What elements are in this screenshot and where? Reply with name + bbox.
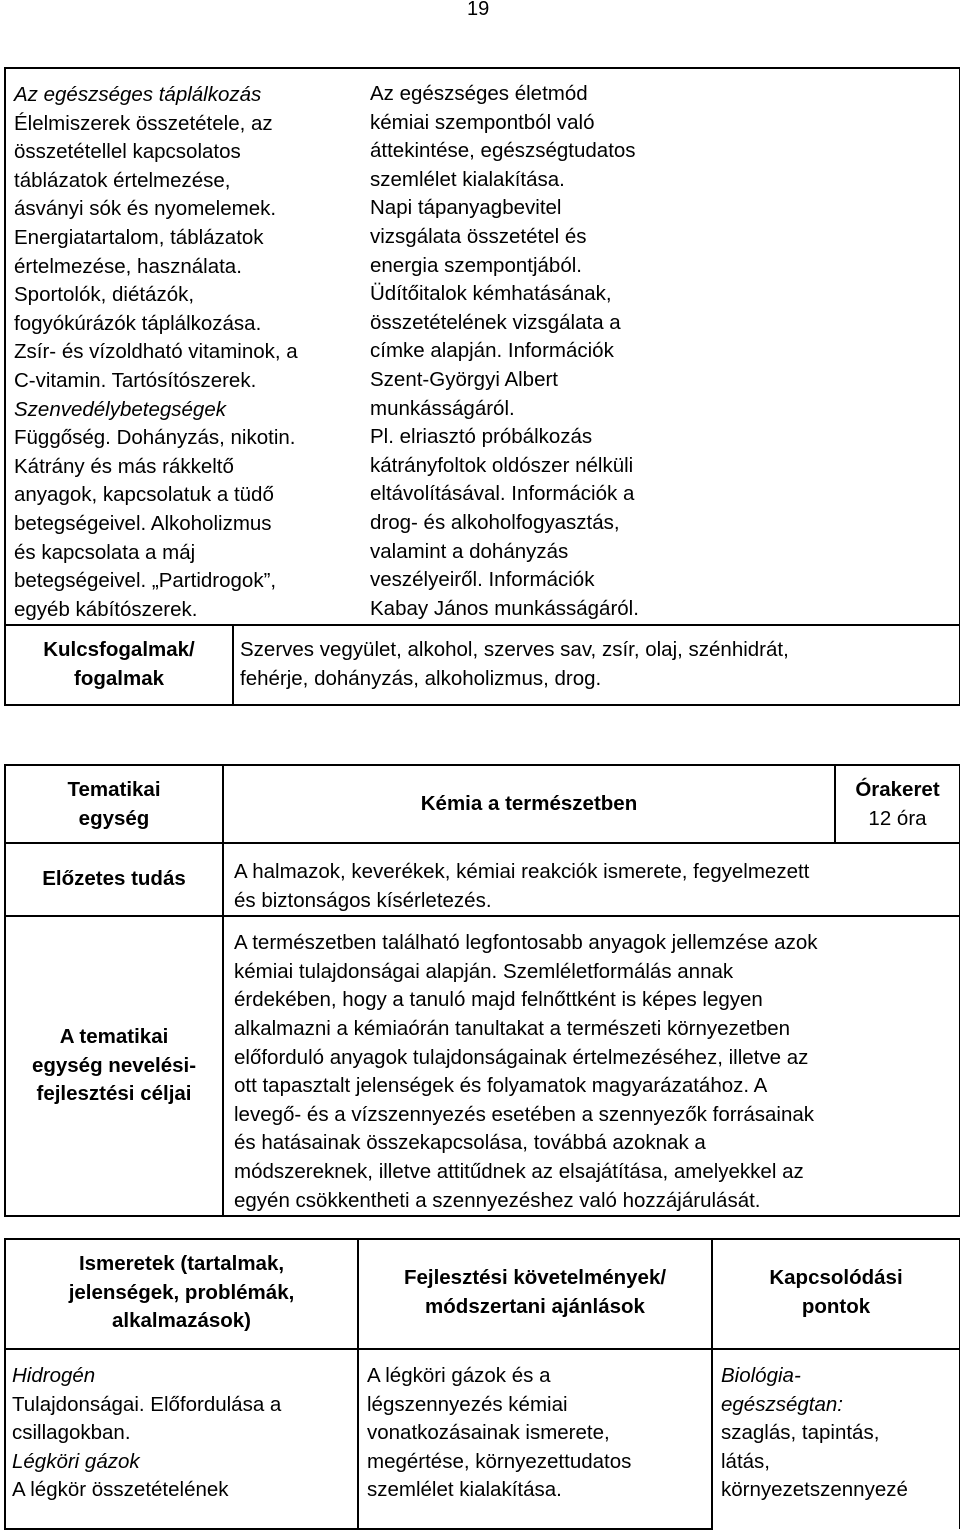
key-concepts-label-line: Kulcsfogalmak/ (43, 638, 195, 661)
goals-line: érdekében, hogy a tanuló majd felnőttként is képes legyen (234, 988, 763, 1012)
goals-label (5, 916, 223, 1216)
activities-line: Az egészséges életmód (370, 82, 588, 105)
unit-label (5, 765, 223, 843)
activities-line: valamint a dohányzás (370, 539, 569, 563)
col1-header (5, 1239, 358, 1349)
hours-label: Órakeret (855, 778, 940, 801)
topics-line: anyagok, kapcsolatuk a tüdő (14, 483, 274, 507)
goals-line: A természetben található legfontosabb anyagok jellemzése azok (234, 931, 818, 955)
key-concepts-label (5, 625, 233, 705)
topics-line: Élelmiszerek összetétele, az (14, 111, 273, 135)
page-number: 19 (467, 0, 490, 20)
col1-line: Tulajdonságai. Előfordulása a (12, 1392, 282, 1416)
goals-cell (223, 916, 960, 1216)
activities-line: címke alapján. Információk (370, 339, 614, 363)
topics-line: egyéb kábítószerek. (14, 597, 198, 621)
col1-header-line: jelenségek, problémák, (68, 1280, 295, 1304)
col3-header-line: Kapcsolódási (769, 1266, 903, 1289)
col3-line: környezetszennyezé (721, 1478, 908, 1502)
activities-text (370, 80, 639, 623)
goals-line: kémiai tulajdonságai alapján. Szemléletformálás annak (234, 959, 734, 983)
topics-line: Az egészséges táplálkozás (14, 83, 262, 106)
col1-header-line: alkalmazások) (111, 1309, 252, 1333)
activities-line: drog- és alkoholfogyasztás, (370, 510, 620, 534)
topics-line: Függőség. Dohányzás, nikotin. (14, 426, 296, 450)
goals-line: alkalmazni a kémiaórán tanultakat a természeti környezetben (234, 1016, 791, 1040)
activities-line: Napi tápanyagbevitel (370, 196, 562, 220)
col1-content (5, 1349, 358, 1529)
topics-line: és kapcsolata a máj (14, 540, 196, 564)
topics-line: betegségeivel. Alkoholizmus (14, 511, 272, 535)
content-table (4, 1238, 960, 1530)
topics-line: összetétellel kapcsolatos (14, 140, 241, 164)
topics-line: ásványi sók és nyomelemek. (14, 197, 277, 221)
activities-line: Üdítőitalok kémhatásának, (370, 282, 612, 306)
activities-line: munkásságáról. (370, 396, 515, 420)
col2-line: légszennyezés kémiai (367, 1392, 568, 1416)
unit-title-text: Kémia a természetben (420, 791, 638, 815)
col3-content (712, 1349, 960, 1529)
activities-line: Pl. elriasztó próbálkozás (370, 425, 593, 449)
unit-table (4, 764, 960, 1217)
activities-line: Kabay János munkásságáról. (370, 596, 639, 620)
key-concepts-table (4, 624, 960, 706)
key-concepts-line: fehérje, dohányzás, alkoholizmus, drog. (240, 666, 602, 690)
activities-line: eltávolításával. Információk a (370, 482, 635, 506)
prior-label-text: Előzetes tudás (42, 867, 186, 891)
activities-line: vizsgálata összetétel és (370, 224, 587, 248)
goals-line: egyén csökkentheti a szennyezéshez való hozzájárulását. (234, 1188, 761, 1212)
col3-line: Biológia- (721, 1364, 801, 1387)
col2-line: vonatkozásainak ismerete, (367, 1421, 610, 1445)
col2-header-line: Fejlesztési követelmények/ (403, 1266, 667, 1289)
unit-title (223, 765, 835, 843)
topics-line: betegségeivel. „Partidrogok”, (14, 569, 277, 593)
topics-line: Zsír- és vízoldható vitaminok, a (14, 340, 298, 364)
activities-line: energia szempontjából. (370, 253, 582, 277)
goals-label-line: fejlesztési céljai (36, 1082, 192, 1106)
activities-line: kémiai szempontból való (370, 110, 595, 134)
goals-line: és hatásainak összekapcsolása, továbbá azoknak a (234, 1131, 706, 1155)
hours-cell (835, 765, 960, 843)
activities-line: szemlélet kialakítása. (370, 167, 565, 191)
col3-header (712, 1239, 960, 1349)
activities-line: veszélyeiről. Információk (370, 568, 595, 592)
col2-line: A légköri gázok és a (367, 1364, 551, 1387)
topics-text (14, 81, 298, 624)
goals-label-line: A tematikai (59, 1025, 169, 1049)
col1-line: csillagokban. (12, 1421, 131, 1445)
key-concepts-label-line: fogalmak (74, 666, 164, 690)
activities-line: összetételének vizsgálata a (370, 310, 621, 334)
activities-line: Szent-Györgyi Albert (370, 367, 558, 391)
topics-line: Szenvedélybetegségek (14, 397, 226, 421)
col1-line: Légköri gázok (12, 1449, 140, 1473)
topics-cell (5, 68, 298, 625)
prior-line: A halmazok, keverékek, kémiai reakciók ismerete, fegyelmezett (234, 860, 810, 883)
topics-line: Energiatartalom, táblázatok (14, 225, 264, 249)
topics-line: fogyókúrázók táplálkozása. (14, 311, 262, 335)
col2-line: megértése, környezettudatos (367, 1449, 632, 1473)
prior-cell (223, 843, 960, 916)
topics-line: Kátrány és más rákkeltő (14, 454, 234, 478)
unit-label-line: Tematikai (67, 778, 161, 801)
col1-line: A légkör összetételének (12, 1478, 229, 1502)
goals-line: előforduló anyagok tulajdonságainak értelmezéséhez, illetve az (234, 1045, 809, 1069)
empty-cell (585, 68, 960, 625)
unit-label-line: egység (78, 806, 150, 830)
col1-header-line: Ismeretek (tartalmak, (78, 1252, 285, 1275)
topics-line: C-vitamin. Tartósítószerek. (14, 368, 257, 392)
col3-header-line: pontok (801, 1294, 871, 1318)
goals-line: levegő- és a vízszennyezés esetében a szennyezők forrásainak (234, 1102, 815, 1126)
col2-header (358, 1239, 712, 1349)
goals-line: módszereknek, illetve attitűdnek az elsajátítása, amelyekkel az (234, 1159, 804, 1183)
col2-header-line: módszertani ajánlások (425, 1294, 645, 1318)
goals-label-line: egység nevelési- (31, 1053, 197, 1077)
prior-line: és biztonságos kísérletezés. (234, 888, 492, 912)
key-concepts-line: Szerves vegyület, alkohol, szerves sav, zsír, olaj, szénhidrát, (240, 638, 789, 661)
activities-line: áttekintése, egészségtudatos (370, 139, 636, 163)
col3-line: látás, (721, 1449, 770, 1473)
topics-line: Sportolók, diétázók, (14, 283, 195, 307)
col2-content (358, 1349, 712, 1529)
col2-line: szemlélet kialakítása. (367, 1478, 562, 1502)
topics-line: értelmezése, használata. (14, 254, 242, 278)
col1-line: Hidrogén (12, 1364, 96, 1387)
topics-line: táblázatok értelmezése, (14, 168, 231, 192)
col3-line: szaglás, tapintás, (721, 1421, 880, 1445)
activities-line: kátrányfoltok oldószer nélküli (370, 453, 634, 477)
prior-label (5, 843, 223, 916)
goals-line: ott tapasztalt jelenségek és folyamatok magyarázatához. A (234, 1074, 768, 1098)
col3-line: egészségtan: (721, 1392, 843, 1416)
key-concepts-cell (233, 625, 960, 705)
hours-value: 12 óra (868, 806, 927, 830)
